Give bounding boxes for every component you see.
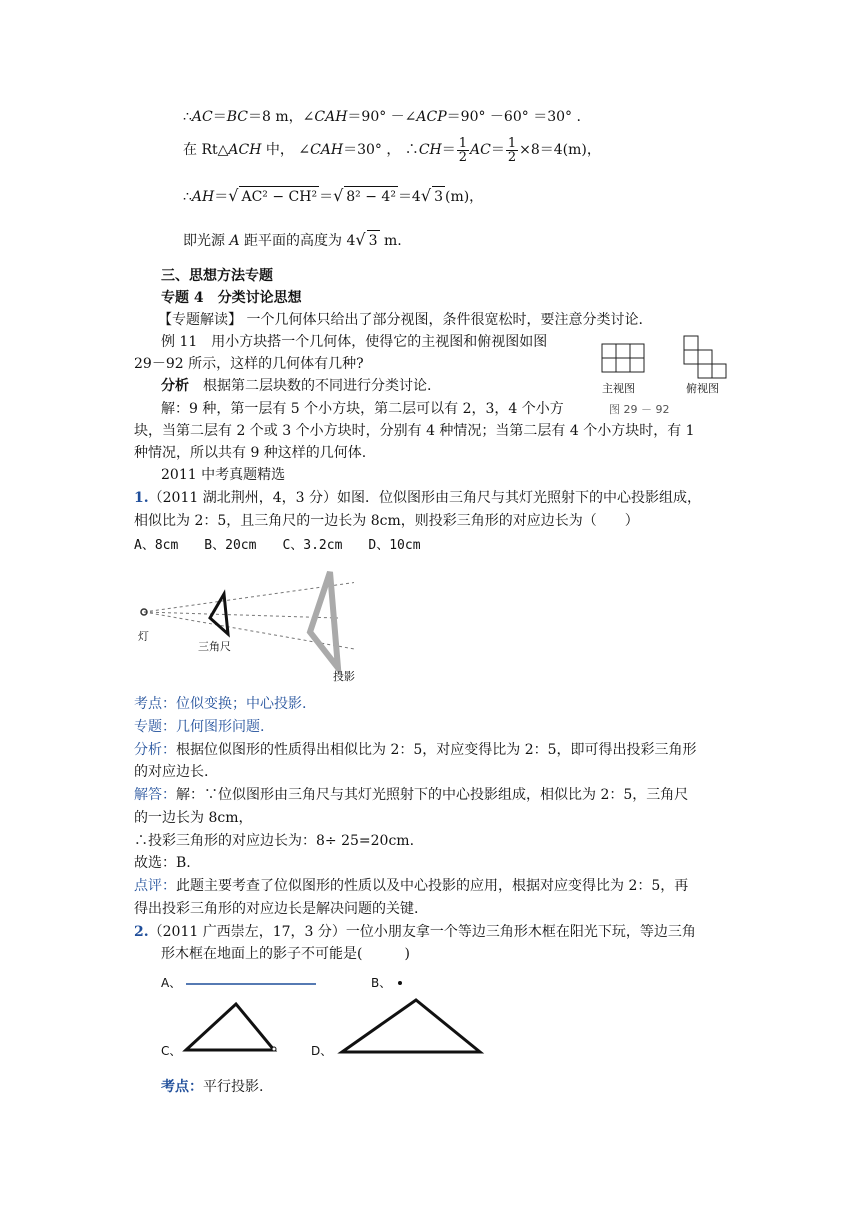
q1-zhuanti: 专题：几何图形问题. [134, 719, 265, 735]
q2-line-2: 形木框在地面上的影子不可能是( ) [161, 946, 410, 962]
solution-line-1: ∴AC＝BC＝8 m，∠CAH＝90° －∠ACP＝90° －60° ＝30° . [183, 109, 581, 125]
q2-kaodian: 考点：平行投影. [161, 1079, 264, 1095]
q1-answer: 故选：B. [134, 855, 191, 871]
q2-option-c: C、 [161, 1044, 182, 1058]
lamp-label: 灯 [138, 630, 149, 643]
solution-line-4: 即光源 A 距平面的高度为 4√ 3 m. [183, 230, 402, 249]
triangle-ruler [210, 594, 228, 634]
fraction-half: $\frac{1}{2}$ [458, 135, 468, 165]
option-b-point [398, 981, 402, 985]
section-title: 三、思想方法专题 [161, 268, 273, 284]
q2-option-a: A、 [161, 976, 182, 990]
q2-option-d: D、 [311, 1044, 333, 1058]
central-projection-figure [134, 560, 354, 684]
q1-line-2: 相似比为 2：5，且三角尺的一边长为 8cm，则投彩三角形的对应边长为（ ） [134, 513, 639, 529]
q1-dianping-1: 点评：此题主要考查了位似图形的性质以及中心投影的应用，根据对应变得比为 2：5，再 [134, 878, 689, 894]
radical-sign: √ [355, 230, 366, 249]
example-solution-1: 解：9 种，第一层有 5 个小方块，第二层可以有 2，3，4 个小方 [161, 401, 564, 417]
solution-line-2: 在 Rt△ACH 中， ∠CAH＝30° ， ∴CH＝ $\frac{1}{2}$ AC＝ $\frac{1}{2}$ ×8＝4(m)， [183, 135, 601, 165]
fraction-half-2: $\frac{1}{2}$ [507, 135, 517, 165]
q1-kaodian: 考点：位似变换；中心投影. [134, 696, 307, 712]
front-view-label: 主视图 [602, 382, 635, 395]
topic-title: 专题 4 分类讨论思想 [161, 290, 302, 306]
ruler-label: 三角尺 [198, 640, 231, 653]
top-view-label: 俯视图 [686, 382, 719, 395]
example-line-2: 29－92 所示，这样的几何体有几种? [134, 356, 364, 372]
q1-fenxi-2: 的对应边长. [134, 764, 209, 780]
radical-sign: √ [420, 186, 432, 205]
example-solution-3: 种情况，所以共有 9 种这样的几何体. [134, 445, 367, 461]
shadow-label: 投影 [333, 670, 355, 683]
q1-dianping-2: 得出投彩三角形的对应边长是解决问题的关键. [134, 901, 419, 917]
q2-options-figure [150, 970, 490, 1060]
q2-option-b: B、 [371, 976, 392, 990]
q1-fenxi-1: 分析：根据位似图形的性质得出相似比为 2：5，对应变得比为 2：5，即可得出投彩三角形 [134, 742, 697, 758]
option-d-triangle [342, 1000, 480, 1052]
shadow-triangle [310, 572, 338, 668]
q2-line-1: 2.（2011 广西崇左，17，3 分）一位小朋友拿一个等边三角形木框在阳光下玩，等边三角 [134, 924, 696, 940]
radical-sign: √ [333, 186, 344, 205]
q1-jieda-2: 的一边长为 8cm， [134, 810, 253, 826]
solution-line-3: ∴AH＝√ AC² − CH² ＝√ 8² − 4² ＝4√ 3 (m)， [183, 186, 484, 205]
topic-intro: 【专题解读】 一个几何体只给出了部分视图，条件很宽松时，要注意分类讨论. [158, 312, 643, 328]
radical-sign: √ [228, 186, 239, 205]
option-c-triangle [186, 1004, 274, 1050]
example-line-1: 例 11 用小方块搭一个几何体，使得它的主视图和俯视图如图 [161, 334, 548, 350]
figure-caption: 图 29 － 92 [609, 403, 670, 416]
q1-line-1: 1.（2011 湖北荆州，4，3 分）如图．位似图形由三角尺与其灯光照射下的中心投影组成， [134, 490, 701, 506]
q1-options: A、8cm B、20cm C、3.2cm D、10cm [134, 538, 421, 553]
real-exam-title: 2011 中考真题精选 [161, 467, 286, 483]
example-solution-2: 块，当第二层有 2 个或 3 个小方块时，分别有 4 种情况；当第二层有 4 个小方块时，有 1 [134, 423, 695, 439]
q1-jieda-1: 解答：解：∵位似图形由三角尺与其灯光照射下的中心投影组成，相似比为 2：5，三角尺 [134, 787, 689, 803]
example-analysis: 分析 根据第二层块数的不同进行分类讨论. [161, 378, 432, 394]
q1-jieda-3: ∴投彩三角形的对应边长为：8÷ 25=20cm. [134, 833, 415, 849]
